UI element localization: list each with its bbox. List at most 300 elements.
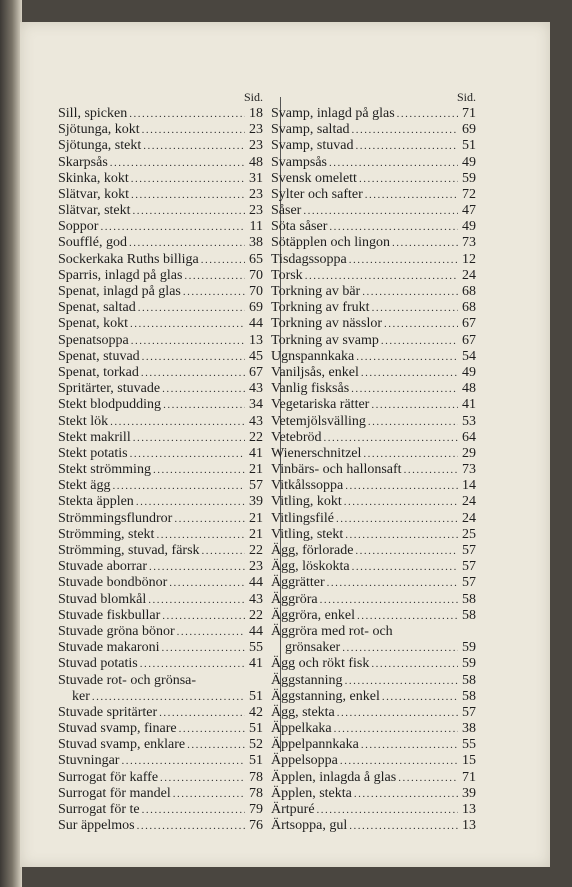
index-entry (58, 737, 263, 753)
entry-page-number: 69 (249, 300, 263, 316)
entry-page-number: 24 (462, 510, 476, 526)
entry-page-number: 68 (462, 300, 476, 316)
index-entry (271, 316, 476, 332)
index-entry (58, 462, 263, 478)
entry-title: Tisdagssoppa (271, 251, 347, 267)
entry-title: Strömming, stuvad, färsk (58, 543, 200, 559)
dot-leader (337, 705, 458, 721)
dot-leader (113, 478, 246, 494)
entry-page-number: 41 (249, 656, 263, 672)
dot-leader (356, 349, 458, 365)
entry-title: Äggrätter (271, 575, 325, 591)
entry-page-number: 55 (249, 640, 263, 656)
entry-title: Såser (271, 203, 302, 219)
entry-title: Svamp, inlagd på glas (271, 105, 395, 121)
entry-page-number: 68 (462, 284, 476, 300)
index-entry (58, 689, 263, 705)
dot-leader (397, 106, 458, 122)
entry-title: Stuvningar (58, 753, 120, 769)
dot-leader (142, 802, 245, 818)
entry-title: Vaniljsås, enkel (271, 364, 359, 380)
dot-leader (141, 365, 245, 381)
dot-leader (382, 689, 458, 705)
dot-leader (336, 511, 458, 527)
entry-title: Äppelpannkaka (271, 737, 359, 753)
entry-page-number: 12 (462, 251, 476, 267)
entry-title: Vetemjölsvälling (271, 413, 366, 429)
dot-leader (372, 300, 458, 316)
entry-title: Ärtsoppa, gul (271, 818, 348, 834)
entry-title: Stekt makrill (58, 429, 131, 445)
index-entry (58, 219, 263, 235)
index-entry (271, 705, 476, 721)
entry-page-number: 22 (249, 607, 263, 623)
entry-page-number: 78 (249, 785, 263, 801)
entry-page-number: 57 (462, 575, 476, 591)
entry-title: Slätvar, stekt (58, 203, 131, 219)
entry-page-number: 31 (249, 170, 263, 186)
entry-title: Stekt ägg (58, 478, 111, 494)
dot-leader (110, 414, 245, 430)
entry-page-number: 47 (462, 203, 476, 219)
entry-page-number: 58 (462, 607, 476, 623)
entry-page-number: 23 (249, 138, 263, 154)
dot-leader (202, 543, 245, 559)
entry-page-number: 59 (462, 640, 476, 656)
index-entry (58, 511, 263, 527)
index-entry (58, 349, 263, 365)
entry-title: Soppor (58, 219, 99, 235)
dot-leader (187, 737, 245, 753)
entry-title: Sockerkaka Ruths billiga (58, 251, 199, 267)
index-entry (271, 268, 476, 284)
entry-title: Skarpsås (58, 154, 108, 170)
dot-leader (179, 721, 245, 737)
index-entry (58, 397, 263, 413)
index-entry (271, 203, 476, 219)
index-entry (271, 284, 476, 300)
entry-page-number: 23 (249, 559, 263, 575)
dot-leader (359, 171, 458, 187)
entry-title: Sparris, inlagd på glas (58, 267, 183, 283)
entry-page-number: 23 (249, 122, 263, 138)
entry-title: Torkning av svamp (271, 332, 379, 348)
index-entry (271, 365, 476, 381)
entry-page-number: 24 (462, 267, 476, 283)
index-entry (58, 575, 263, 591)
index-entry (58, 527, 263, 543)
dot-leader (392, 235, 458, 251)
index-entry (271, 770, 476, 786)
entry-title: Vinbärs- och hallonsaft (271, 462, 402, 478)
dot-leader (362, 284, 458, 300)
entry-page-number: 39 (249, 494, 263, 510)
entry-page-number: 24 (462, 494, 476, 510)
entry-title: Vitling, stekt (271, 526, 344, 542)
index-entry (271, 381, 476, 397)
entry-page-number: 57 (462, 559, 476, 575)
dot-leader (130, 316, 245, 332)
entry-title: Sill, spicken (58, 105, 128, 121)
dot-leader (177, 624, 245, 640)
entry-page-number: 73 (462, 462, 476, 478)
dot-leader (110, 155, 245, 171)
index-entry (58, 430, 263, 446)
entry-title: Stuvade spritärter (58, 704, 158, 720)
entry-page-number: 13 (462, 818, 476, 834)
index-entry (271, 397, 476, 413)
entry-title: Äggstanning (271, 672, 343, 688)
entry-title: Svamp, stuvad (271, 138, 354, 154)
index-entry (271, 592, 476, 608)
dot-leader (142, 122, 245, 138)
dot-leader (398, 770, 458, 786)
index-entry (271, 737, 476, 753)
entry-title: Äpplen, inlagda å glas (271, 769, 397, 785)
index-entry (58, 381, 263, 397)
entry-page-number: 59 (462, 656, 476, 672)
entry-page-number: 58 (462, 688, 476, 704)
entry-title: Sjötunga, kokt (58, 122, 140, 138)
entry-title: Vitkålssoppa (271, 478, 344, 494)
dot-leader (174, 511, 245, 527)
entry-title: Vitlingsfilé (271, 510, 334, 526)
dot-leader (357, 608, 458, 624)
entry-title: Stekt strömming (58, 462, 151, 478)
entry-title: Stuvad svamp, enklare (58, 737, 186, 753)
entry-page-number: 51 (462, 138, 476, 154)
entry-title: Spenat, saltad (58, 300, 136, 316)
entry-title: Strömmingsflundror (58, 510, 173, 526)
index-entry (58, 284, 263, 300)
entry-page-number: 58 (462, 591, 476, 607)
entry-title: Wienerschnitzel (271, 445, 362, 461)
entry-title: Stuvade gröna bönor (58, 623, 175, 639)
entry-page-number: 67 (249, 364, 263, 380)
entry-title: Äggröra, enkel (271, 607, 355, 623)
dot-leader (140, 656, 245, 672)
entry-page-number: 51 (249, 753, 263, 769)
dot-leader (368, 414, 458, 430)
entry-title: Svampsås (271, 154, 327, 170)
index-entry (271, 252, 476, 268)
entry-page-number: 51 (249, 721, 263, 737)
dot-leader (363, 446, 458, 462)
dot-leader (342, 640, 458, 656)
index-entry (271, 333, 476, 349)
index-entry (271, 559, 476, 575)
entry-title: Stuvade makaroni (58, 640, 160, 656)
dot-leader (320, 592, 458, 608)
index-entry (58, 236, 263, 252)
dot-leader (161, 640, 245, 656)
dot-leader (131, 171, 245, 187)
entry-title: Stuvade rot- och grönsa- (58, 672, 197, 688)
index-entry (58, 203, 263, 219)
index-entry (271, 754, 476, 770)
entry-page-number: 29 (462, 445, 476, 461)
index-entry (271, 138, 476, 154)
index-entry (58, 640, 263, 656)
entry-page-number: 34 (249, 397, 263, 413)
entry-page-number: 53 (462, 413, 476, 429)
entry-page-number: 78 (249, 769, 263, 785)
entry-title: Vanlig fisksås (271, 381, 350, 397)
dot-leader (169, 575, 245, 591)
entry-page-number: 43 (249, 413, 263, 429)
entry-title: Ugnspannkaka (271, 348, 355, 364)
dot-leader (100, 219, 245, 235)
index-entry (271, 300, 476, 316)
entry-page-number: 64 (462, 429, 476, 445)
entry-title: Söta såser (271, 219, 328, 235)
entry-page-number: 57 (462, 704, 476, 720)
entry-page-number: 51 (249, 688, 263, 704)
index-entry (271, 446, 476, 462)
entry-page-number: 79 (249, 802, 263, 818)
entry-title: Spenat, inlagd på glas (58, 284, 181, 300)
entry-page-number: 44 (249, 316, 263, 332)
entry-page-number: 71 (462, 769, 476, 785)
dot-leader (92, 689, 245, 705)
index-entry (58, 754, 263, 770)
entry-page-number: 49 (462, 364, 476, 380)
dot-leader (349, 818, 458, 834)
entry-page-number: 73 (462, 235, 476, 251)
index-entry (58, 300, 263, 316)
entry-title: Sylter och safter (271, 186, 363, 202)
index-entry (271, 495, 476, 511)
entry-page-number: 22 (249, 543, 263, 559)
dot-leader (354, 786, 458, 802)
index-entry (58, 624, 263, 640)
dot-leader (303, 203, 458, 219)
index-entry (58, 268, 263, 284)
entry-title: Surrogat för te (58, 802, 140, 818)
entry-page-number: 23 (249, 203, 263, 219)
index-entry (271, 640, 476, 656)
entry-page-number: 44 (249, 575, 263, 591)
dot-leader (149, 559, 245, 575)
dot-leader (352, 122, 458, 138)
index-entry (58, 705, 263, 721)
dot-leader (130, 446, 245, 462)
dot-leader (131, 187, 245, 203)
index-entry (271, 462, 476, 478)
index-entry (271, 236, 476, 252)
entry-title: Strömming, stekt (58, 526, 155, 542)
entry-title: Spenat, stuvad (58, 348, 140, 364)
dot-leader (160, 770, 245, 786)
entry-title: Spenat, torkad (58, 364, 139, 380)
entry-page-number: 38 (249, 235, 263, 251)
entry-title: Äppelsoppa (271, 753, 338, 769)
dot-leader (324, 430, 458, 446)
dot-leader (381, 333, 458, 349)
entry-page-number: 69 (462, 122, 476, 138)
index-entry (58, 770, 263, 786)
dot-leader (131, 333, 245, 349)
index-entry (271, 608, 476, 624)
index-entry (271, 656, 476, 672)
index-entry (58, 592, 263, 608)
entry-page-number: 39 (462, 785, 476, 801)
index-entry (271, 543, 476, 559)
dot-leader (351, 381, 458, 397)
entry-page-number: 70 (249, 267, 263, 283)
index-entry (271, 673, 476, 689)
index-entry (58, 138, 263, 154)
index-entry (271, 122, 476, 138)
dot-leader (133, 430, 245, 446)
entry-title: Ägg, stekta (271, 704, 335, 720)
entry-title: Vetebröd (271, 429, 322, 445)
entry-title: Sur äppelmos (58, 818, 135, 834)
index-entry (58, 365, 263, 381)
entry-title: Stekt lök (58, 413, 109, 429)
entry-title: Spenat, kokt (58, 316, 128, 332)
entry-title: Stuvade aborrar (58, 559, 148, 575)
entry-title: Torsk (271, 267, 303, 283)
dot-leader (137, 818, 245, 834)
index-entry (271, 155, 476, 171)
dot-leader (162, 381, 245, 397)
index-column-left (58, 90, 263, 834)
entry-page-number: 44 (249, 623, 263, 639)
entry-title: Svensk omelett (271, 170, 357, 186)
index-entry (58, 673, 263, 689)
book-page (20, 22, 550, 867)
index-entry (271, 527, 476, 543)
dot-leader (184, 268, 245, 284)
dot-leader (173, 786, 245, 802)
dot-leader (355, 138, 458, 154)
dot-leader (201, 252, 245, 268)
entry-page-number: 67 (462, 316, 476, 332)
entry-page-number: 25 (462, 526, 476, 542)
dot-leader (365, 187, 458, 203)
entry-title: Äggstanning, enkel (271, 688, 380, 704)
dot-leader (327, 575, 458, 591)
entry-title: Äppelkaka (271, 721, 332, 737)
entry-title: Äggröra (271, 591, 318, 607)
index-entry (58, 414, 263, 430)
entry-title: Torkning av frukt (271, 300, 370, 316)
entry-title: Äpplen, stekta (271, 785, 352, 801)
entry-title: Skinka, kokt (58, 170, 129, 186)
entry-title: Svamp, saltad (271, 122, 350, 138)
index-entry (271, 219, 476, 235)
dot-leader (143, 138, 245, 154)
entry-title: Ärtpuré (271, 802, 315, 818)
page-column-header: Sid. (243, 90, 263, 104)
entry-title: Stuvade fiskbullar (58, 607, 161, 623)
entry-page-number: 13 (249, 332, 263, 348)
entry-page-number: 52 (249, 737, 263, 753)
index-entry (58, 543, 263, 559)
index-entry (271, 478, 476, 494)
dot-leader (340, 753, 458, 769)
index-entry (58, 559, 263, 575)
entry-title: Äggröra med rot- och (271, 623, 393, 639)
dot-leader (371, 397, 458, 413)
dot-leader (361, 737, 458, 753)
entry-page-number: 48 (249, 154, 263, 170)
index-entry (58, 446, 263, 462)
entry-page-number: 70 (249, 284, 263, 300)
index-entry (58, 187, 263, 203)
entry-title: Stuvade bondbönor (58, 575, 168, 591)
dot-leader (349, 252, 458, 268)
index-entry (58, 122, 263, 138)
dot-leader (305, 268, 458, 284)
entry-title: Sjötunga, stekt (58, 138, 142, 154)
index-entry (58, 495, 263, 511)
dot-leader (162, 608, 245, 624)
index-entry (58, 656, 263, 672)
dot-leader (384, 316, 458, 332)
entry-page-number: 41 (462, 397, 476, 413)
entry-title: Torkning av bär (271, 284, 361, 300)
dot-leader (136, 494, 245, 510)
page-column-header: Sid. (456, 90, 476, 104)
entry-page-number: 45 (249, 348, 263, 364)
index-entry (271, 511, 476, 527)
dot-leader (129, 106, 245, 122)
index-entry (271, 802, 476, 818)
entry-title: Spritärter, stuvade (58, 381, 161, 397)
entry-title: Ägg och rökt fisk (271, 656, 370, 672)
entry-title: grönsaker (285, 640, 341, 656)
dot-leader (361, 365, 458, 381)
index-entry (271, 430, 476, 446)
entry-page-number: 13 (462, 802, 476, 818)
index-entry (271, 106, 476, 122)
index-entry (271, 414, 476, 430)
dot-leader (344, 494, 458, 510)
dot-leader (404, 462, 458, 478)
dot-leader (183, 284, 245, 300)
index-entry (271, 624, 476, 640)
entry-page-number: 22 (249, 429, 263, 445)
entry-title: Slätvar, kokt (58, 186, 129, 202)
entry-title: Ägg, förlorade (271, 543, 354, 559)
dot-leader (121, 753, 245, 769)
dot-leader (153, 462, 245, 478)
entry-page-number: 54 (462, 348, 476, 364)
entry-page-number: 65 (249, 251, 263, 267)
entry-title: Stuvad potatis (58, 656, 138, 672)
dot-leader (163, 397, 245, 413)
dot-leader (133, 203, 245, 219)
entry-title: Surrogat för kaffe (58, 769, 159, 785)
index-entry (271, 721, 476, 737)
entry-title: Surrogat för mandel (58, 785, 171, 801)
entry-page-number: 76 (249, 818, 263, 834)
index-entry (271, 187, 476, 203)
index-entry (58, 608, 263, 624)
dot-leader (345, 673, 458, 689)
index-entry (58, 786, 263, 802)
dot-leader (138, 300, 245, 316)
index-entry (271, 818, 476, 834)
entry-page-number: 57 (249, 478, 263, 494)
dot-leader (352, 559, 458, 575)
entry-page-number: 15 (462, 753, 476, 769)
entry-title: Soufflé, god (58, 235, 127, 251)
dot-leader (156, 527, 245, 543)
dot-leader (148, 592, 245, 608)
